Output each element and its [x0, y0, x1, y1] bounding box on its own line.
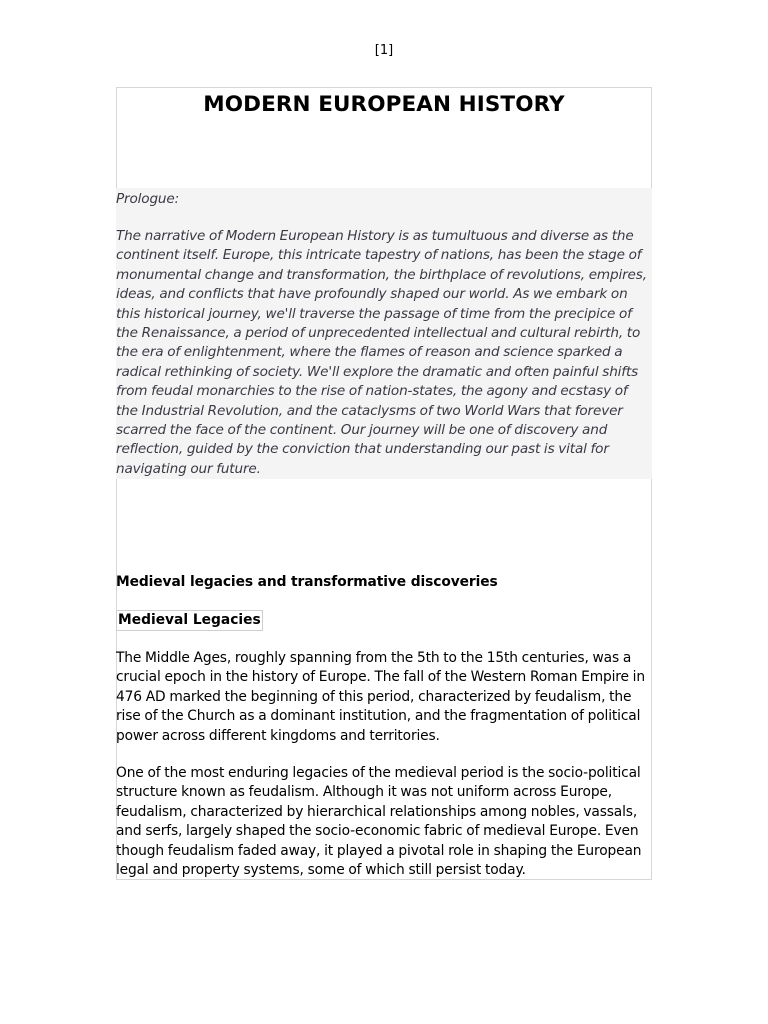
- prologue-block: [116, 188, 652, 479]
- prologue-label: Prologue:: [116, 191, 180, 207]
- body-paragraph: One of the most enduring legacies of the medieval period is the socio-political structure known as feudalism. Although it was not uniform across Europe, feudalism, characterized by hierarchical relationships among nobles, vassals, and serfs, largely shaped the socio-economic fabric of medieval Europe. Even though feudalism faded away, it played a pivotal role in shaping the European legal and property systems, some of which still persist today.: [116, 765, 642, 879]
- page-number: [1]: [374, 43, 394, 58]
- section-heading: Medieval legacies and transformative discoveries: [116, 574, 498, 590]
- subsection-heading: Medieval Legacies: [116, 610, 263, 631]
- body-paragraph: The Middle Ages, roughly spanning from the 5th to the 15th centuries, was a crucial epoch in the history of Europe. The fall of the Western Roman Empire in 476 AD marked the beginning of this period, characterized by feudalism, the rise of the Church as a dominant institution, and the fragmentation of political power across different kingdoms and territories.: [116, 650, 645, 744]
- prologue-text: The narrative of Modern European History is as tumultuous and diverse as the continent itself. Europe, this intricate tapestry of nations, has been the stage of monumental change and transformation, the birthplace of revolutions, empires, ideas, and conflicts that have profoundly shaped our world. As we embark on this historical journey, we'll traverse the passage of time from the precipice of the Renaissance, a period of unprecedented intellectual and cultural rebirth, to the era of enlightenment, where the flames of reason and science sparked a radical rethinking of society. We'll explore the dramatic and often painful shifts from feudal monarchies to the rise of nation-states, the agony and ecstasy of the Industrial Revolution, and the cataclysms of two World Wars that forever scarred the face of the continent. Our journey will be one of discovery and reflection, guided by the conviction that understanding our past is vital for navigating our future.: [116, 228, 647, 477]
- document-title: MODERN EUROPEAN HISTORY: [203, 92, 565, 117]
